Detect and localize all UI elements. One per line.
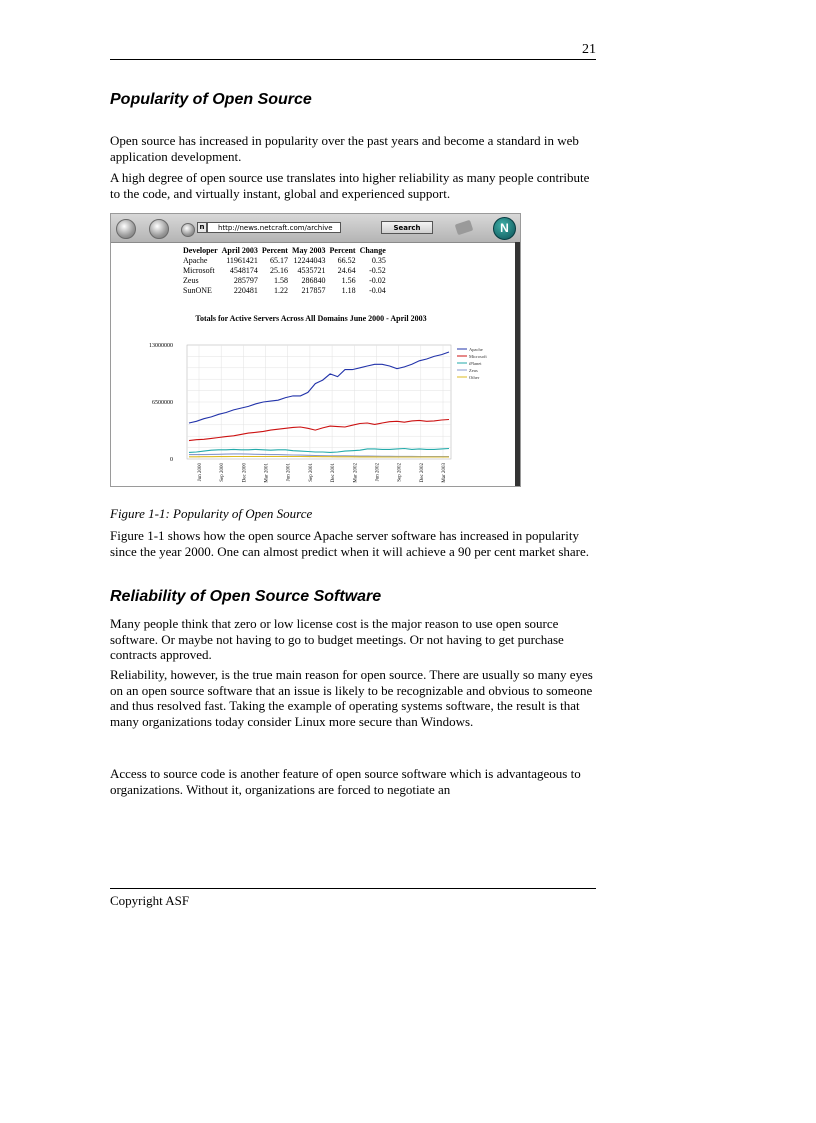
table-row xyxy=(181,276,388,286)
x-tick-label: Sep 2001 xyxy=(308,463,314,482)
x-tick-label: Mar 2001 xyxy=(264,463,270,483)
legend-label: Microsoft xyxy=(469,354,487,359)
stats-cell: Zeus xyxy=(183,276,199,285)
footer-rule xyxy=(110,888,596,889)
header-rule xyxy=(110,59,596,60)
x-tick-label: Jun 2001 xyxy=(286,463,292,482)
x-tick-label: Dec 2002 xyxy=(419,463,425,483)
stats-cell: 11961421 xyxy=(226,256,258,265)
series-line-iplanet xyxy=(189,449,449,453)
browser-toolbar xyxy=(111,214,520,243)
series-line-apache xyxy=(189,352,449,423)
url-field: http://news.netcraft.com/archive xyxy=(207,222,341,233)
stats-cell: Microsoft xyxy=(183,266,215,275)
table-row xyxy=(181,256,388,266)
stats-table xyxy=(181,245,388,296)
series-line-microsoft xyxy=(189,420,449,441)
stats-cell: 24.64 xyxy=(337,266,356,275)
stats-cell: 25.16 xyxy=(269,266,288,275)
stats-cell: 4548174 xyxy=(229,266,258,275)
back-button-icon xyxy=(116,219,136,239)
stats-cell: SunONE xyxy=(183,286,212,295)
legend-label: Zeus xyxy=(469,368,478,373)
table-row xyxy=(181,286,388,296)
stats-cell: 286840 xyxy=(301,276,326,285)
section-heading-popularity: Popularity of Open Source xyxy=(110,91,312,108)
paragraph-reliability-1: Many people think that zero or low license cost is the major reason to use open source software. Or maybe not having to go to budget meetings. Or not having to get purchase contracts approved. xyxy=(110,616,564,662)
stats-cell: 66.52 xyxy=(337,256,356,265)
chart-title: Totals for Active Servers Across All Domains June 2000 - April 2003 xyxy=(195,314,427,323)
stats-header-cell: April 2003 xyxy=(221,246,258,255)
legend-label: Apache xyxy=(469,347,483,352)
series-line-other xyxy=(189,457,449,458)
browser-throbber-icon: N xyxy=(493,217,516,240)
stats-header-cell: Developer xyxy=(183,246,218,255)
print-icon xyxy=(455,220,474,235)
stats-cell: -0.04 xyxy=(369,286,386,295)
stats-cell: 65.17 xyxy=(269,256,288,265)
scrollbar[interactable] xyxy=(515,242,520,486)
y-tick-label: 13000000 xyxy=(149,343,173,349)
favicon-icon: n xyxy=(197,222,207,233)
legend-label: iPlanet xyxy=(469,361,482,366)
x-tick-label: Mar 2003 xyxy=(442,463,447,483)
section-heading-reliability: Reliability of Open Source Software xyxy=(110,588,382,605)
stats-cell: -0.52 xyxy=(369,266,386,275)
footer-copyright: Copyright ASF xyxy=(110,893,190,908)
x-tick-label: Dec 2001 xyxy=(331,463,337,483)
legend-label: Other xyxy=(469,375,480,380)
stats-cell: 217857 xyxy=(301,286,326,295)
stats-cell: -0.02 xyxy=(369,276,386,285)
x-tick-label: Jun 2000 xyxy=(198,463,203,482)
x-tick-label: Jun 2002 xyxy=(375,463,381,482)
figure-netcraft-screenshot xyxy=(110,213,521,487)
stats-cell: 1.58 xyxy=(273,276,288,285)
paragraph-popularity-2: A high degree of open source use translates into higher reliability as many people contribute to the code, and virtually instant, global and experienced support. xyxy=(110,170,590,201)
paragraph-reliability-2: Reliability, however, is the true main reason for open source. There are usually so many eyes on an open source software that an issue is likely to be recognizable and obvious to someone and thus resolved fast. Taking the example of operating systems software, the result is that many organizations today consider Linux more secure than Windows. xyxy=(110,667,593,729)
stats-header-cell: Change xyxy=(359,246,386,255)
server-share-line-chart xyxy=(111,309,515,486)
x-tick-label: Sep 2002 xyxy=(397,463,403,482)
stats-cell: Apache xyxy=(183,256,208,265)
search-button: Search xyxy=(381,221,433,234)
figure-caption: Figure 1-1: Popularity of Open Source xyxy=(110,506,313,521)
stats-header-cell: Percent xyxy=(261,246,288,255)
paragraph-reliability-3: Access to source code is another feature of open source software which is advantageous to organizations. Without it, organizations are forced to negotiate an xyxy=(110,766,581,797)
stats-table-header-row xyxy=(181,245,388,256)
stats-cell: 4535721 xyxy=(297,266,326,275)
stats-header-cell: May 2003 xyxy=(291,246,326,255)
x-tick-label: Dec 2000 xyxy=(242,463,248,483)
page-number: 21 xyxy=(582,42,596,57)
y-tick-label: 0 xyxy=(170,457,173,463)
stats-cell: 1.22 xyxy=(273,286,288,295)
stats-cell: 1.18 xyxy=(341,286,356,295)
stats-cell: 285797 xyxy=(233,276,258,285)
paragraph-figure-description: Figure 1-1 shows how the open source Apache server software has increased in popularity since the year 2000. One can almost predict when it will achieve a 90 per cent market share. xyxy=(110,528,590,559)
x-tick-label: Mar 2002 xyxy=(353,463,359,483)
stats-cell: 1.56 xyxy=(341,276,356,285)
paragraph-popularity-1: Open source has increased in popularity over the past years and become a standard in web application development. xyxy=(110,133,579,164)
y-tick-label: 6500000 xyxy=(152,400,173,406)
stats-cell: 220481 xyxy=(233,286,258,295)
x-tick-label: Sep 2000 xyxy=(220,463,226,482)
stats-header-cell: Percent xyxy=(329,246,356,255)
reload-button-icon xyxy=(181,223,195,237)
forward-button-icon xyxy=(149,219,169,239)
stats-cell: 0.35 xyxy=(371,256,386,265)
table-row xyxy=(181,266,388,276)
stats-cell: 12244043 xyxy=(293,256,326,265)
